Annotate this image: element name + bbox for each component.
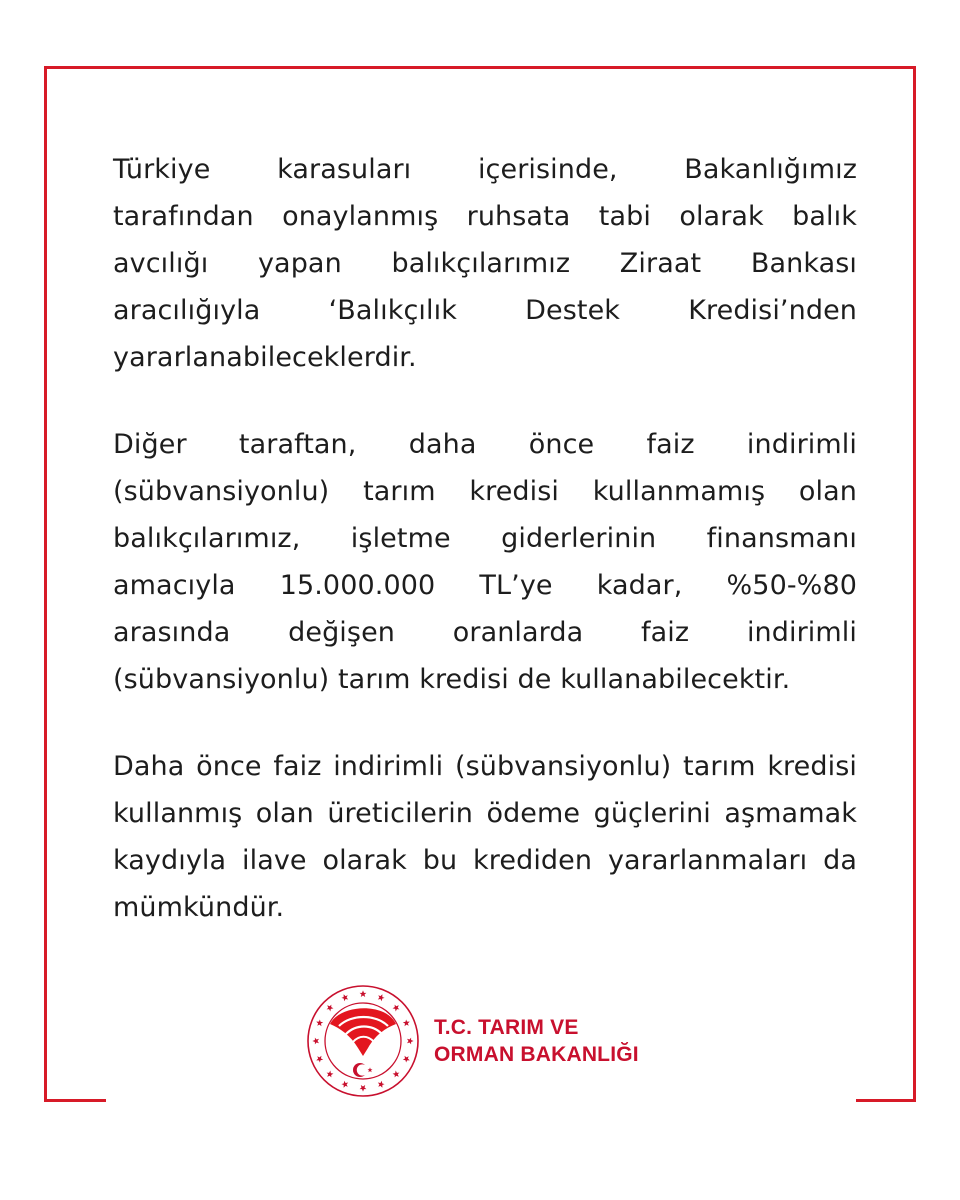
text-line: aracılığıyla ‘Balıkçılık Destek Kredisi’nden	[113, 295, 857, 326]
ministry-logo	[306, 984, 666, 1100]
text-line: arasında değişen oranlarda faiz indirimli	[113, 617, 857, 648]
text-line: balıkçılarımız, işletme giderlerinin finansmanı	[113, 523, 857, 554]
frame-bottom-right-border	[856, 1099, 916, 1102]
frame-bottom-left-border	[44, 1099, 106, 1102]
ministry-emblem-icon	[306, 984, 420, 1098]
text-line: tarafından onaylanmış ruhsata tabi olarak balık	[113, 201, 857, 232]
text-line: amacıyla 15.000.000 TL’ye kadar, %50-%80	[113, 570, 857, 601]
text-line: Daha önce faiz indirimli (sübvansiyonlu) tarım kredisi	[113, 751, 857, 782]
paragraph-additional-credit	[113, 743, 857, 931]
frame-top-border	[44, 66, 916, 69]
ministry-name-line1: T.C. TARIM VE	[434, 1016, 579, 1039]
paragraph-fishing-credit	[113, 146, 857, 381]
text-line: (sübvansiyonlu) tarım kredisi kullanmamış olan	[113, 476, 857, 507]
text-line: (sübvansiyonlu) tarım kredisi de kullanabilecektir.	[113, 664, 791, 695]
ministry-name	[434, 1014, 639, 1068]
text-line: mümkündür.	[113, 892, 285, 923]
text-line: Diğer taraftan, daha önce faiz indirimli	[113, 429, 857, 460]
ministry-name-line2: ORMAN BAKANLIĞI	[434, 1043, 639, 1066]
text-line: Türkiye karasuları içerisinde, Bakanlığımız	[113, 154, 857, 185]
paragraph-subsidized-credit	[113, 421, 857, 703]
text-line: kaydıyla ilave olarak bu krediden yararlanmaları da	[113, 845, 857, 876]
frame-right-border	[913, 66, 916, 1102]
text-line: yararlanabileceklerdir.	[113, 342, 417, 373]
frame-left-border	[44, 66, 47, 1102]
text-line: kullanmış olan üreticilerin ödeme güçlerini aşmamak	[113, 798, 857, 829]
text-line: avcılığı yapan balıkçılarımız Ziraat Bankası	[113, 248, 857, 279]
announcement-body	[113, 146, 857, 971]
